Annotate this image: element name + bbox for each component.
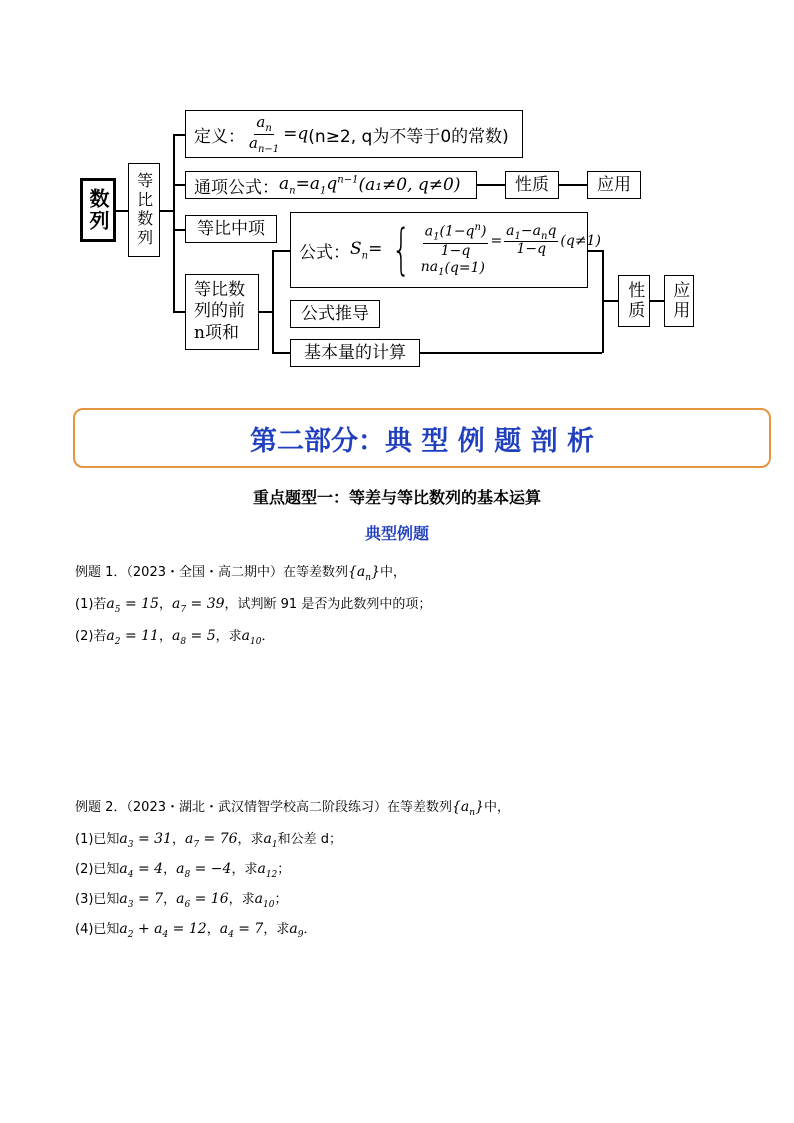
property-box-2 xyxy=(618,275,650,327)
left-brace-icon: { xyxy=(392,218,411,281)
root-box xyxy=(80,178,116,242)
spine xyxy=(173,134,175,312)
case-1: $\frac{a_1(1-q^n)}{1-q}$ = $\frac{a_1-a_nq}{1-q}$ (q≠1) xyxy=(424,222,601,259)
connector xyxy=(259,311,273,313)
example2-part4: (4)已知$a_2 + a_4 = 12$，$a_4 = 7$，求$a_9$． xyxy=(75,921,317,940)
connector xyxy=(477,184,505,186)
connector xyxy=(588,250,602,252)
branch-box xyxy=(128,163,160,257)
definition-condition: (n≥2, q为不等于0的常数) xyxy=(308,126,509,147)
example2-part2: (2)已知$a_4 = 4$，$a_8 = -4$，求$a_{12}$； xyxy=(75,861,291,880)
middle-term-label: 等比中项 xyxy=(197,218,265,239)
derivation-label: 公式推导 xyxy=(301,303,369,324)
connector xyxy=(173,184,185,186)
section-banner xyxy=(73,408,771,468)
sum-box xyxy=(185,274,259,350)
example1-part1: (1)若$a_5 = 15$，$a_7 = 39$，试判断 91 是否为此数列中的项； xyxy=(75,596,432,615)
definition-box xyxy=(185,110,523,158)
connector xyxy=(272,250,290,252)
case-2-condition: (q=1) xyxy=(444,260,485,277)
example1-part2: (2)若$a_2 = 11$，$a_8 = 5$，求$a_{10}$． xyxy=(75,628,275,647)
basic-calc-box xyxy=(290,339,420,367)
connector xyxy=(420,352,602,354)
connector xyxy=(650,300,664,302)
example2-part3: (3)已知$a_3 = 7$，$a_6 = 16$，求$a_{10}$； xyxy=(75,891,288,910)
sequence-symbol: $\{a_n\}$ xyxy=(348,564,380,583)
connector xyxy=(559,184,587,186)
application-label-2: 应用 xyxy=(669,281,690,321)
example-heading: 典型例题 xyxy=(364,524,429,543)
general-term-box xyxy=(185,171,477,199)
general-term-formula: $a_n=a_1q^{n-1}$ xyxy=(279,173,359,197)
sum-symbol: $S_n=$ xyxy=(350,238,383,262)
definition-equals: =q xyxy=(283,124,309,144)
sum-spine xyxy=(272,250,274,353)
sum-label-line-1: 等比数 xyxy=(194,280,245,301)
example1-intro: 例题 1．（2023・全国・高二期中）在等差数列$\{a_n\}$中， xyxy=(75,564,406,583)
case-2: $na_1$ (q=1) xyxy=(420,259,485,278)
application-box-1 xyxy=(587,171,641,199)
section-title: 第二部分：典 型 例 题 剖 析 xyxy=(250,425,594,457)
general-term-condition: (a₁≠0, q≠0) xyxy=(358,175,461,195)
sequence-symbol: $\{a_n\}$ xyxy=(452,799,484,818)
connector xyxy=(116,210,128,212)
derivation-box xyxy=(290,300,380,328)
case-1-condition: (q≠1) xyxy=(560,232,601,249)
property-label-1: 性质 xyxy=(515,174,549,195)
connector xyxy=(160,210,174,212)
topic-title: 重点题型一：等差与等比数列的基本运算 xyxy=(252,488,541,507)
ratio-fraction: $\frac{a_n}{a_{n-1}}$ xyxy=(249,112,280,155)
right-spine xyxy=(602,250,604,353)
middle-term-box xyxy=(185,215,277,243)
sum-label-line-2: 列的前 xyxy=(194,301,245,322)
root-label: 数列 xyxy=(86,188,110,232)
piecewise-cases xyxy=(421,222,601,278)
branch-label: 等比数列 xyxy=(134,172,154,248)
sum-formula-label: 公式： xyxy=(299,242,350,263)
connector xyxy=(272,352,290,354)
basic-calc-label: 基本量的计算 xyxy=(304,342,406,363)
connector xyxy=(173,229,185,231)
application-box-2 xyxy=(664,275,694,327)
property-box-1 xyxy=(505,171,559,199)
definition-label: 定义： xyxy=(194,126,245,147)
connector xyxy=(173,134,185,136)
connector xyxy=(173,311,185,313)
sum-formula-box xyxy=(290,212,601,288)
example2-intro: 例题 2．（2023・湖北・武汉情智学校高二阶段练习）在等差数列$\{a_n\}$中， xyxy=(75,799,510,818)
example2-part1: (1)已知$a_3 = 31$，$a_7 = 76$，求$a_1$和公差 d； xyxy=(75,831,343,850)
application-label-1: 应用 xyxy=(597,174,631,195)
connector xyxy=(602,300,618,302)
general-term-label: 通项公式： xyxy=(194,177,279,198)
property-label-2: 性质 xyxy=(624,281,645,321)
sum-label-line-3: n项和 xyxy=(194,322,239,343)
